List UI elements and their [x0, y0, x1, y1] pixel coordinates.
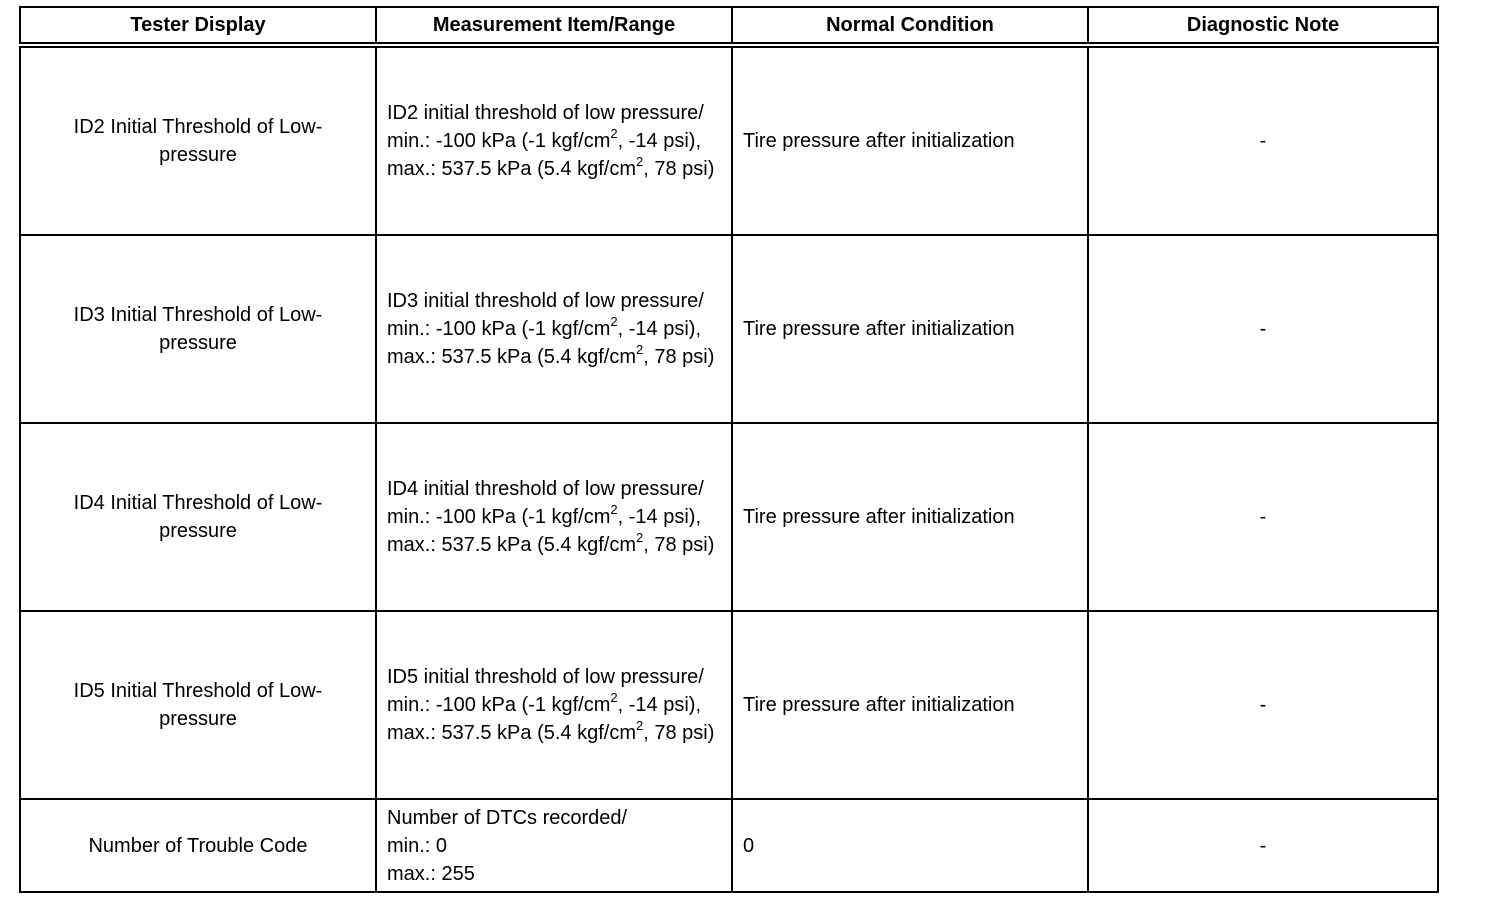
measurement-range-cell: [376, 235, 732, 423]
normal-condition-cell: Tire pressure after initialization: [732, 423, 1088, 611]
table-row: [20, 45, 1438, 235]
measurement-range-cell: [376, 423, 732, 611]
range-item-text: ID3 initial threshold of low pressure/: [387, 290, 704, 312]
range-min-text: min.: -100 kPa (-1 kgf/$cm^2$, -14 psi),: [387, 126, 701, 152]
tester-display-cell: Number of Trouble Code: [20, 799, 376, 892]
range-max-text: max.: 537.5 kPa (5.4 kgf/$cm^2$, 78 psi): [387, 154, 715, 180]
diagnostic-note-cell: -: [1088, 423, 1438, 611]
range-item-text: Number of DTCs recorded/: [387, 806, 628, 829]
data-list-table: [19, 6, 1439, 893]
range-min-text: min.: -100 kPa (-1 kgf/$cm^2$, -14 psi),: [387, 314, 701, 340]
range-item-text: ID2 initial threshold of low pressure/: [387, 102, 704, 124]
header-measurement-item: Measurement Item/Range: [376, 7, 732, 45]
measurement-range-cell: [376, 799, 732, 892]
range-min-text: min.: -100 kPa (-1 kgf/$cm^2$, -14 psi),: [387, 502, 701, 528]
range-max-text: max.: 255: [387, 862, 475, 885]
range-item-text: ID5 initial threshold of low pressure/: [387, 666, 704, 688]
normal-condition-cell: 0: [732, 799, 1088, 892]
diagnostic-note-cell: -: [1088, 45, 1438, 235]
range-item-text: ID4 initial threshold of low pressure/: [387, 478, 704, 500]
diagnostic-note-cell: -: [1088, 799, 1438, 892]
diagnostic-note-cell: -: [1088, 611, 1438, 799]
tester-display-cell: ID4 Initial Threshold of Low-pressure: [20, 423, 376, 611]
measurement-range-cell: [376, 611, 732, 799]
measurement-range-cell: [376, 45, 732, 235]
range-max-text: max.: 537.5 kPa (5.4 kgf/$cm^2$, 78 psi): [387, 342, 715, 368]
range-max-text: max.: 537.5 kPa (5.4 kgf/$cm^2$, 78 psi): [387, 718, 715, 744]
table-row: [20, 611, 1438, 799]
tester-display-cell: ID2 Initial Threshold of Low-pressure: [20, 45, 376, 235]
table-row: [20, 423, 1438, 611]
range-min-text: min.: 0: [387, 834, 448, 857]
table-row: [20, 235, 1438, 423]
normal-condition-cell: Tire pressure after initialization: [732, 235, 1088, 423]
header-normal-condition: Normal Condition: [732, 7, 1088, 45]
normal-condition-cell: Tire pressure after initialization: [732, 45, 1088, 235]
header-diagnostic-note: Diagnostic Note: [1088, 7, 1438, 45]
header-tester-display: Tester Display: [20, 7, 376, 45]
tester-display-cell: ID5 Initial Threshold of Low-pressure: [20, 611, 376, 799]
header-row: [20, 7, 1438, 45]
diagnostic-note-cell: -: [1088, 235, 1438, 423]
tester-display-cell: ID3 Initial Threshold of Low-pressure: [20, 235, 376, 423]
range-max-text: max.: 537.5 kPa (5.4 kgf/$cm^2$, 78 psi): [387, 530, 715, 556]
table-row: [20, 799, 1438, 892]
normal-condition-cell: Tire pressure after initialization: [732, 611, 1088, 799]
range-min-text: min.: -100 kPa (-1 kgf/$cm^2$, -14 psi),: [387, 690, 701, 716]
